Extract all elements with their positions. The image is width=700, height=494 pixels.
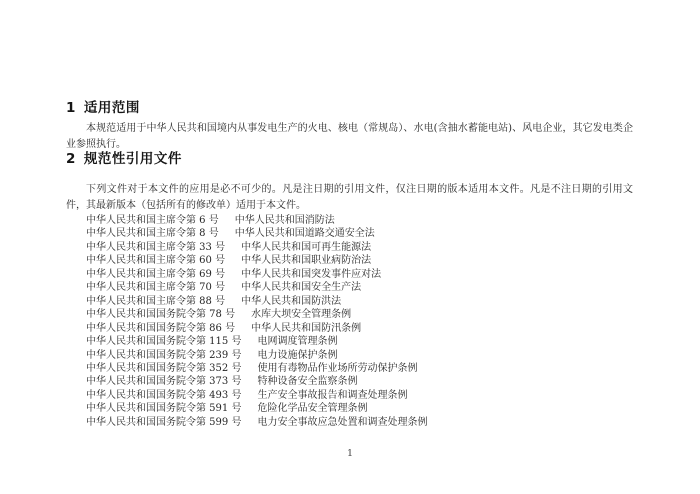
reference-title: 生产安全事故报告和调查处理条例: [257, 389, 408, 401]
reference-decree: 中华人民共和国国务院令第 352 号: [86, 362, 242, 374]
section-number: 1: [66, 100, 76, 116]
reference-title: 中华人民共和国安全生产法: [241, 282, 362, 294]
reference-decree: 中华人民共和国国务院令第 239 号: [86, 349, 242, 361]
reference-title: 中华人民共和国可再生能源法: [241, 241, 372, 253]
reference-title: 中华人民共和国道路交通安全法: [234, 228, 375, 240]
reference-item: [66, 402, 633, 415]
reference-decree: 中华人民共和国国务院令第 373 号: [86, 376, 242, 388]
reference-title: 中华人民共和国消防法: [234, 215, 335, 226]
reference-item: [66, 362, 633, 375]
reference-title: 中华人民共和国突发事件应对法: [241, 268, 382, 280]
reference-title: 特种设备安全监察条例: [257, 376, 358, 388]
reference-title: 使用有毒物品作业场所劳动保护条例: [257, 362, 418, 374]
reference-item: [66, 295, 633, 308]
reference-decree: 中华人民共和国主席令第 8 号: [86, 228, 219, 240]
references-intro-paragraph: 下列文件对于本文件的应用是必不可少的。凡是注日期的引用文件，仅注日期的版本适用本文件。凡是不注日期的引用文件，其最新版本（包括所有的修改单）适用于本文件。: [66, 184, 633, 211]
reference-item: [66, 375, 633, 388]
reference-decree: 中华人民共和国国务院令第 78 号: [86, 309, 236, 321]
reference-item: [66, 335, 633, 348]
scope-paragraph: 本规范适用于中华人民共和国境内从事发电生产的火电、核电（常规岛）、水电(含抽水蓄能电站)、风电企业，其它发电类企业参照执行。: [66, 123, 633, 150]
reference-decree: 中华人民共和国国务院令第 86 号: [86, 322, 236, 334]
reference-decree: 中华人民共和国主席令第 70 号: [86, 282, 226, 294]
reference-decree: 中华人民共和国主席令第 69 号: [86, 268, 226, 280]
references-list: [66, 214, 633, 429]
reference-decree: 中华人民共和国主席令第 88 号: [86, 295, 226, 307]
reference-decree: 中华人民共和国国务院令第 591 号: [86, 403, 242, 415]
reference-decree: 中华人民共和国主席令第 33 号: [86, 241, 226, 253]
reference-decree: 中华人民共和国国务院令第 599 号: [86, 416, 242, 428]
reference-item: [66, 389, 633, 402]
reference-decree: 中华人民共和国主席令第 60 号: [86, 255, 226, 267]
reference-item: [66, 254, 633, 267]
reference-decree: 中华人民共和国主席令第 6 号: [86, 215, 219, 226]
reference-decree: 中华人民共和国国务院令第 493 号: [86, 389, 242, 401]
reference-item: [66, 268, 633, 281]
reference-title: 危险化学品安全管理条例: [257, 403, 368, 415]
reference-title: 电力安全事故应急处置和调查处理条例: [257, 416, 428, 428]
reference-decree: 中华人民共和国国务院令第 115 号: [86, 336, 242, 348]
reference-item: [66, 241, 633, 254]
reference-item: [66, 227, 633, 240]
reference-item: [66, 349, 633, 362]
reference-title: 中华人民共和国防汛条例: [251, 322, 362, 334]
reference-item: [66, 416, 633, 429]
section-number: 2: [66, 151, 76, 167]
reference-title: 电网调度管理条例: [257, 336, 338, 348]
section-title: 规范性引用文件: [83, 151, 182, 167]
reference-item: [66, 214, 633, 227]
reference-item: [66, 281, 633, 294]
section-title: 适用范围: [83, 100, 140, 116]
section-heading-scope: [66, 100, 140, 116]
reference-item: [66, 308, 633, 321]
reference-title: 中华人民共和国职业病防治法: [241, 255, 372, 267]
reference-title: 电力设施保护条例: [257, 349, 338, 361]
page-number: 1: [346, 448, 354, 459]
section-heading-normative-references: [66, 151, 182, 167]
reference-title: 水库大坝安全管理条例: [251, 309, 352, 321]
reference-title: 中华人民共和国防洪法: [241, 295, 342, 307]
reference-item: [66, 322, 633, 335]
